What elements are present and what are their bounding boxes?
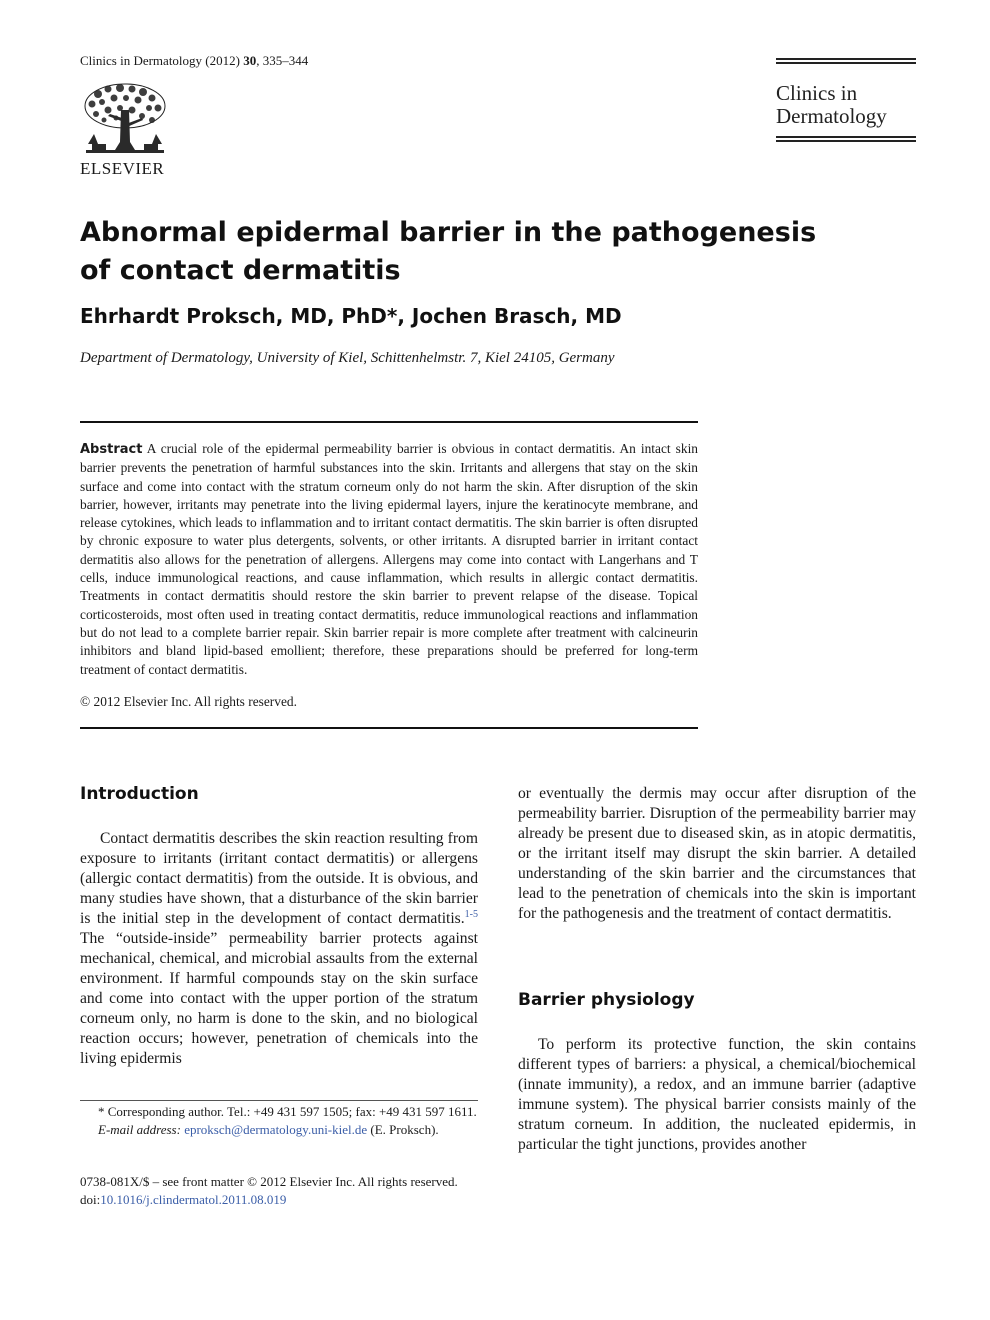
introduction-body [80,829,478,1069]
abstract-rule-bottom [80,727,698,729]
introduction-continued-text: or eventually the dermis may occur after disruption of the permeability barrier. Disruption of the permeability barrier may already be present due to diseased skin, as in atopic dermatitis, or the irritant itself may disrupt the skin barrier. A detailed understanding of the skin barrier and the circumstances that lead to the penetration of chemicals into the skin is important for the pathogenesis and the treatment of contact dermatitis. [518,785,916,922]
abstract-text: A crucial role of the epidermal permeability barrier is obvious in contact dermatitis. An intact skin barrier prevents the penetration of harmful substances into the skin. Irritants and allergens that stay on the skin surface and come into contact with the stratum corneum only do not harm the skin. After disruption of the skin barrier, however, irritants may penetrate into the living epidermal layers, injure the keratinocyte membrane, and release cytokines, which leads to inflammation and to irritant contact dermatitis. The skin barrier is often disrupted by chronic exposure to water plus detergents, solvents, or other irritants. A disrupted barrier in irritant contact dermatitis also allows for the penetration of allergens. Allergens may come into contact with Langerhans and T cells, induce immunological reactions, and cause inflammation, which results in allergic contact dermatitis. Treatments in contact dermatitis should restore the skin barrier to prevent relapse of the disease. Topical corticosteroids, most often used in treating contact dermatitis, reduce immunological reactions and inflammation but do not lead to a complete barrier repair. Skin barrier repair is more complete after treatment with calcineurin inhibitors and bland lipid-based emollient; therefore, these preparations should be preferred for long-term treatment of contact dermatitis. [80,441,698,677]
footnote [80,1103,478,1139]
journal-logo-rule-bottom [776,136,916,138]
abstract-copyright: © 2012 Elsevier Inc. All rights reserved. [80,694,297,709]
citation-volume: 30 [243,53,257,68]
journal-logo-rule-bottom-2 [776,140,916,142]
introduction-text-start: Contact dermatitis describes the skin reaction resulting from exposure to irritants (irritant contact dermatitis) or allergens (allergic contact dermatitis) from the outside. It is obvious, and many studies have shown, that a disturbance of the skin barrier is the initial step in the development of contact dermatitis. [80,830,478,927]
journal-logo-rule-top-2 [776,62,916,64]
journal-citation [80,53,308,69]
doi-link[interactable]: 10.1016/j.clindermatol.2011.08.019 [100,1192,287,1207]
journal-logo-line2: Dermatology [776,104,887,128]
journal-logo-line1: Clinics in [776,81,858,105]
barrier-physiology-heading: Barrier physiology [518,990,695,1010]
email-link[interactable]: eproksch@dermatology.uni-kiel.de [184,1122,368,1137]
citation-journal: Clinics in Dermatology (2012) [80,53,240,68]
introduction-paragraph [80,829,478,1069]
journal-logo [776,58,916,144]
abstract [80,440,698,679]
citation-pages: , 335–344 [256,53,309,68]
publisher-logo [80,80,170,178]
elsevier-tree-icon [80,80,170,160]
issn-line: 0738-081X/$ – see front matter © 2012 Elsevier Inc. All rights reserved. [80,1174,458,1189]
abstract-rule-top [80,421,698,423]
introduction-heading: Introduction [80,784,199,804]
citation-ref-1-5[interactable]: 1-5 [464,908,478,920]
article-title: Abnormal epidermal barrier in the pathogenesis of contact dermatitis [80,217,817,286]
journal-logo-name [776,66,916,136]
doi-line [80,1191,478,1209]
author-affiliation: Department of Dermatology, University of Kiel, Schittenhelmstr. 7, Kiel 24105, Germany [80,350,615,366]
abstract-label: Abstract [80,442,143,457]
doi-label: doi: [80,1192,101,1207]
journal-logo-rule-top [776,58,916,60]
introduction-continued [518,784,916,924]
corresponding-author-note: * Corresponding author. Tel.: +49 431 597 1505; fax: +49 431 597 1611. [98,1104,477,1119]
barrier-physiology-body [518,1035,916,1155]
email-line [80,1121,478,1139]
email-label: E-mail address: [98,1122,181,1137]
introduction-text-end: The “outside-inside” permeability barrier protects against mechanical, chemical, and microbial assaults from the external environment. If harmful compounds stay on the skin surface and come into contact with the upper portion of the stratum corneum only, no harm is done to the skin, and no biological reaction occurs; however, penetration of chemicals into the living epidermis [80,930,478,1067]
publisher-name: ELSEVIER [80,159,165,178]
issn-block [80,1173,478,1209]
barrier-physiology-text: To perform its protective function, the skin contains different types of barriers: a physical, a chemical/biochemical (innate immunity), a redox, and an immune barrier (adaptive immune system). The physical barrier consists mainly of the stratum corneum. In addition, the nucleated epidermis, in particular the tight junctions, provides another [518,1036,916,1153]
email-owner: (E. Proksch). [367,1122,439,1137]
article-authors: Ehrhardt Proksch, MD, PhD*, Jochen Brasch, MD [80,304,622,328]
footnote-rule [80,1100,478,1101]
